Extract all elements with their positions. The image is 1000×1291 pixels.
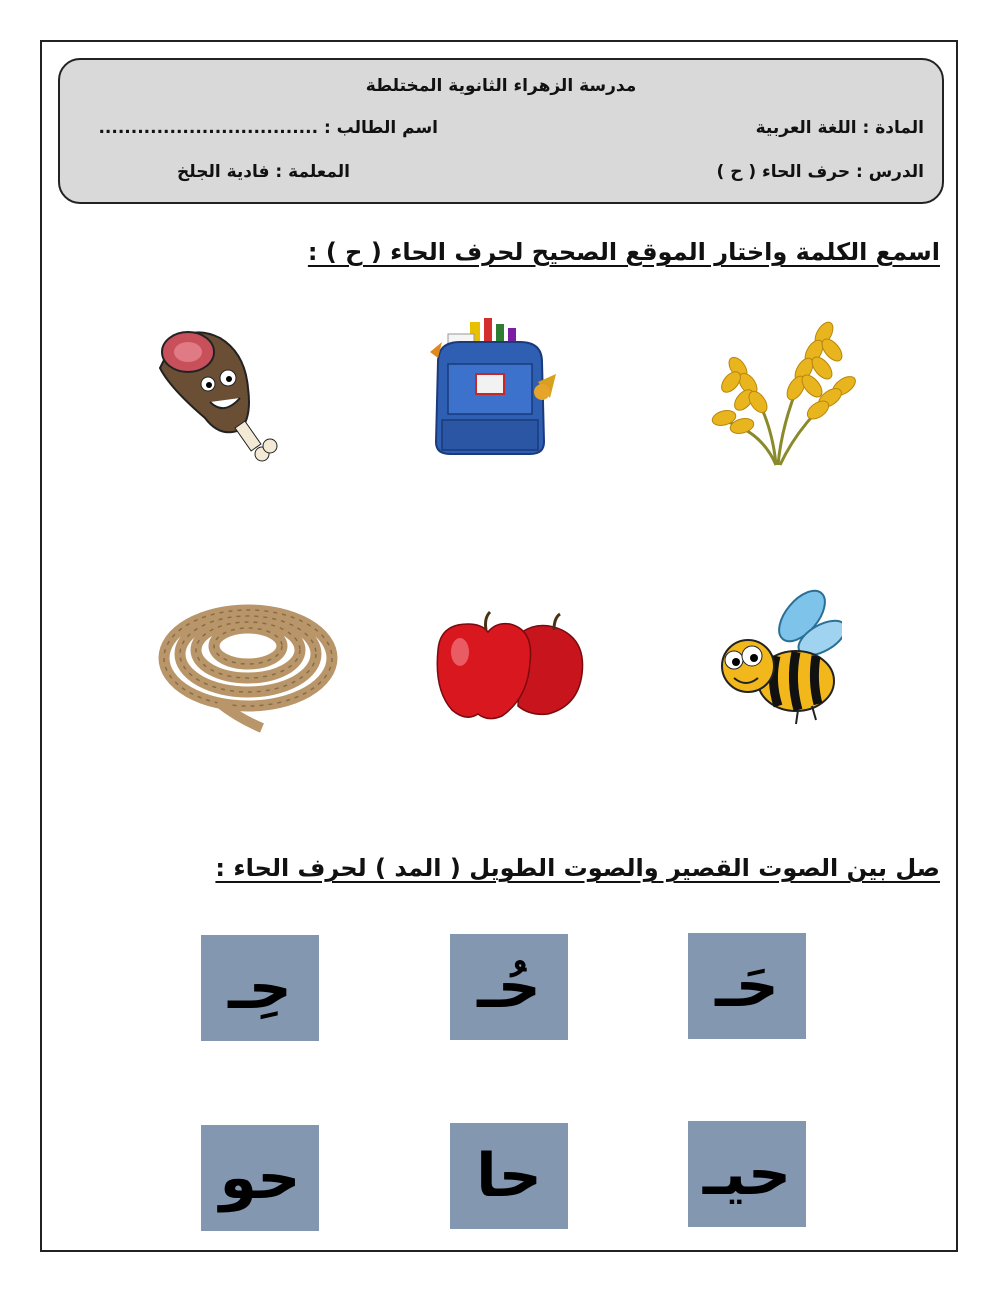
- meat-icon[interactable]: [150, 318, 285, 468]
- lesson-label: الدرس : حرف الحاء ( ح ): [716, 162, 924, 182]
- long-sound-card-waw[interactable]: حو: [201, 1125, 319, 1231]
- short-sound-card-damma[interactable]: حُـ: [450, 934, 568, 1040]
- bee-icon[interactable]: [712, 586, 842, 726]
- short-sound-card-fatha[interactable]: حَـ: [688, 933, 806, 1039]
- exercise1-instruction: اسمع الكلمة واختار الموقع الصحيح لحرف الحاء ( ح ) :: [307, 238, 940, 266]
- school-name: مدرسة الزهراء الثانوية المختلطة: [365, 76, 637, 96]
- rope-icon[interactable]: [158, 596, 340, 738]
- student-name-field[interactable]: اسم الطالب : ..................................: [98, 118, 438, 138]
- school-bag-icon[interactable]: [420, 312, 560, 460]
- long-sound-card-alif[interactable]: حا: [450, 1123, 568, 1229]
- subject-label: المادة : اللغة العربية: [755, 118, 924, 138]
- wheat-icon[interactable]: [706, 310, 866, 470]
- short-sound-card-kasra[interactable]: حِـ: [201, 935, 319, 1041]
- teacher-label: المعلمة : فادية الجلخ: [177, 162, 350, 182]
- long-sound-card-ya[interactable]: حيـ: [688, 1121, 806, 1227]
- apples-icon[interactable]: [430, 610, 590, 725]
- worksheet-header: [58, 58, 944, 204]
- exercise2-instruction: صل بين الصوت القصير والصوت الطويل ( المد ) لحرف الحاء :: [215, 854, 940, 882]
